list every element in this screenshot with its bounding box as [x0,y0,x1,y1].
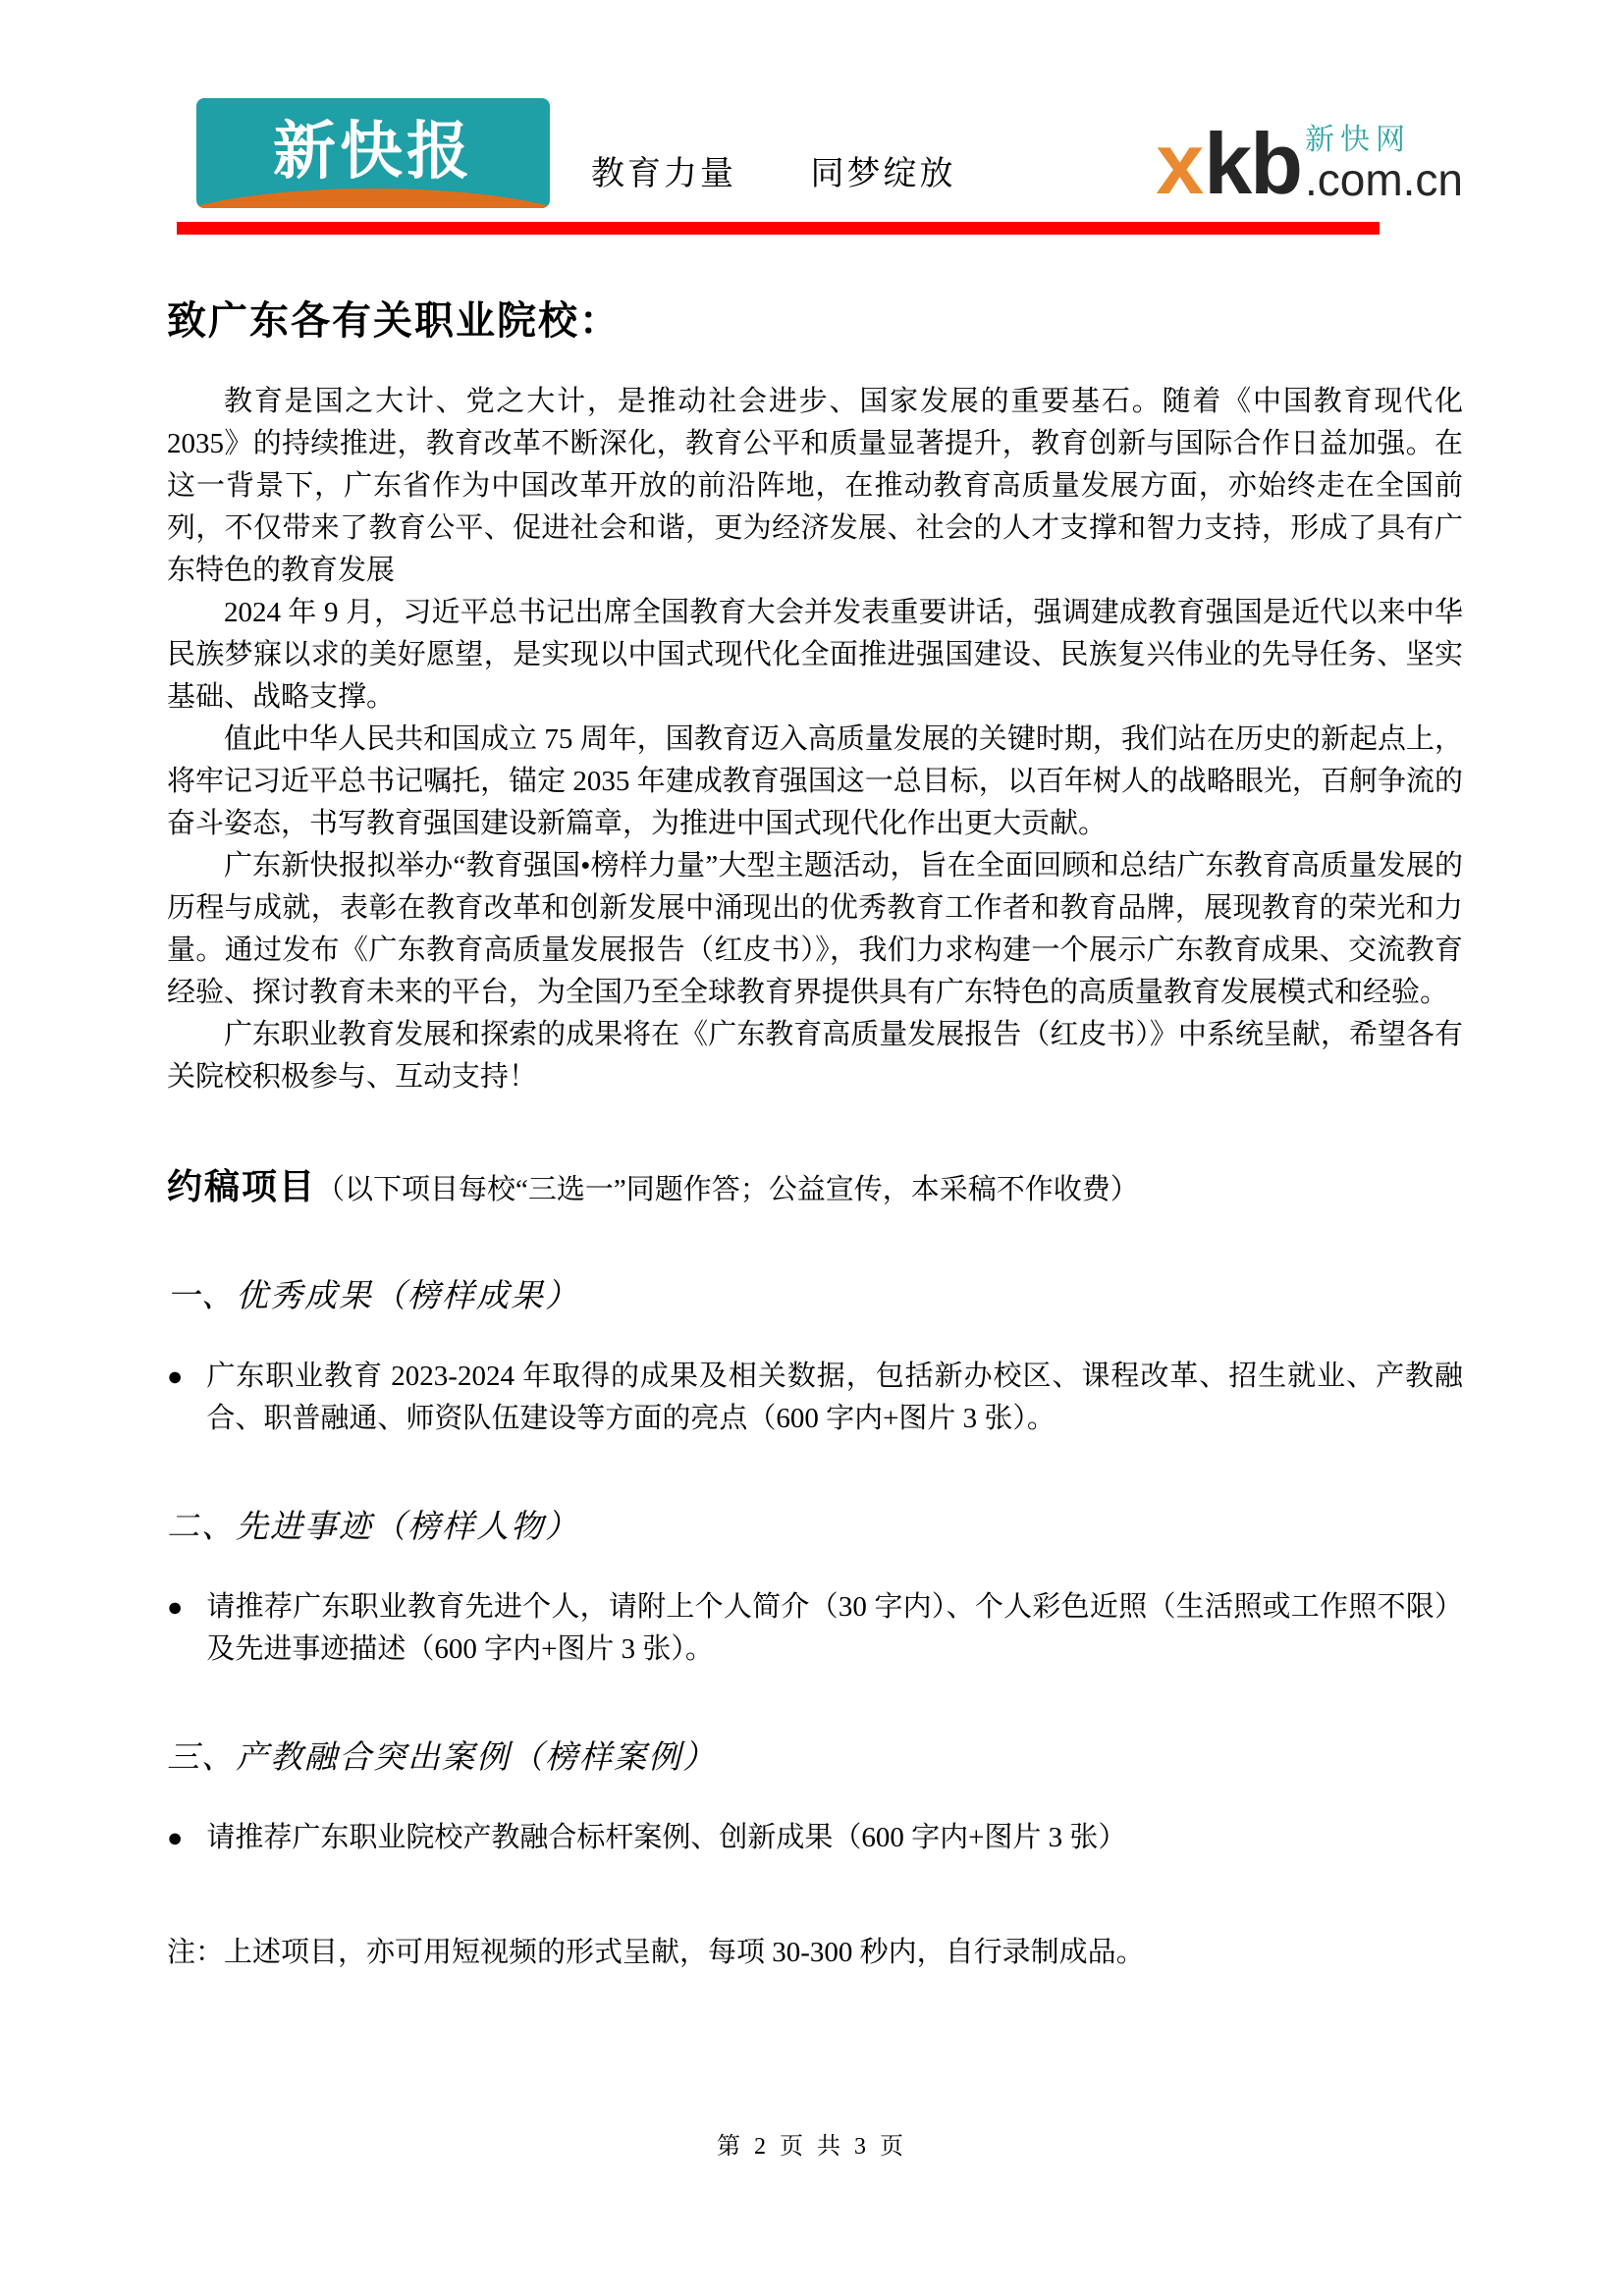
bullet-text: 广东职业教育 2023-2024 年取得的成果及相关数据，包括新办校区、课程改革、招生就业、产教融合、职普融通、师资队伍建设等方面的亮点（600 字内+图片 3 张）。 [206,1361,1463,1434]
bullet-text: 请推荐广东职业院校产教融合标杆案例、创新成果（600 字内+图片 3 张） [206,1822,1127,1853]
xinkuaibao-logo [196,98,550,208]
section-heading-title: 约稿项目 [167,1167,317,1206]
item-title: 二、先进事迹（榜样人物） [167,1510,579,1545]
body-paragraph: 广东新快报拟举办“教育强国•榜样力量”大型主题活动，旨在全面回顾和总结广东教育高质量发展的历程与成就，表彰在教育改革和创新发展中涌现出的优秀教育工作者和教育品牌，展现教育的荣光和力量。通过发布《广东教育高质量发展报告（红皮书）》，我们力求构建一个展示广东教育成果、交流教育经验、探讨教育未来的平台，为全国乃至全球教育界提供具有广东特色的高质量教育发展模式和经验。 [167,850,1463,1008]
bullet-icon: ● [167,1823,184,1852]
item-section-2 [167,1501,1463,1671]
salutation-title: 致广东各有关职业院校： [167,298,621,343]
bullet-icon: ● [167,1362,184,1391]
header-slogan [591,146,956,194]
body-paragraph: 2024 年 9 月，习近平总书记出席全国教育大会并发表重要讲话，强调建成教育强国是近代以来中华民族梦寐以求的美好愿望，是实现以中国式现代化全面推进强国建设、民族复兴伟业的先导任务、坚实基础、战略支撑。 [167,597,1463,713]
bullet-icon: ● [167,1592,184,1622]
logo-swoosh-shape [196,188,550,208]
item-title: 三、产教融合突出案例（榜样案例） [167,1740,717,1776]
slogan-right: 同梦绽放 [810,156,956,192]
section-heading-note: （以下项目每校“三选一”同题作答；公益宣传，本采稿不作收费） [316,1174,1139,1205]
bullet-item [167,1356,1463,1440]
page-header [0,0,1624,212]
bullet-text: 请推荐广东职业教育先进个人，请附上个人简介（30 字内）、个人彩色近照（生活照或工作照不限）及先进事迹描述（600 字内+图片 3 张）。 [206,1591,1463,1665]
header-divider-rule [177,222,1380,235]
xkb-site-domain: .com.cn [1304,154,1463,206]
body-paragraph: 值此中华人民共和国成立 75 周年，国教育迈入高质量发展的关键时期，我们站在历史的新起点上，将牢记习近平总书记嘱托，锚定 2035 年建成教育强国这一总目标，以百年树人的战略眼光，百舸争流的奋斗姿态，书写教育强国建设新篇章，为推进中国式现代化作出更大贡献。 [167,723,1463,839]
xkb-logo-x: x [1156,114,1205,212]
xinkuaibao-logo-text: 新快报 [273,116,473,187]
item-section-3 [167,1732,1463,1859]
item-section-1 [167,1270,1463,1440]
body-paragraphs [167,381,1463,1098]
xkb-site-logo [1156,114,1463,212]
section-heading [167,1159,1463,1209]
page-number-footer: 第 2 页 共 3 页 [717,2134,907,2160]
bullet-item [167,1586,1463,1671]
footnote-line: 注：上述项目，亦可用短视频的形式呈献，每项 30-300 秒内，自行录制成品。 [167,1937,1145,1968]
slogan-left: 教育力量 [591,156,736,192]
xkb-site-name: 新快网 [1304,124,1411,157]
item-title: 一、优秀成果（榜样成果） [167,1279,579,1314]
body-paragraph: 教育是国之大计、党之大计，是推动社会进步、国家发展的重要基石。随着《中国教育现代化 2035》的持续推进，教育改革不断深化，教育公平和质量显著提升，教育创新与国际合作日益加强。在这一背景下，广东省作为中国改革开放的前沿阵地，在推动教育高质量发展方面，亦始终走在全国前列，不仅带来了教育公平、促进社会和谐，更为经济发展、社会的人才支撑和智力支持，形成了具有广东特色的教育发展 [167,386,1463,586]
xkb-logo-kb: kb [1204,114,1301,212]
body-paragraph: 广东职业教育发展和探索的成果将在《广东教育高质量发展报告（红皮书）》中系统呈献，希望各有关院校积极参与、互动支持！ [167,1019,1463,1093]
document-content [0,290,1624,1974]
bullet-item [167,1817,1463,1859]
xkb-logo-right [1304,124,1463,206]
